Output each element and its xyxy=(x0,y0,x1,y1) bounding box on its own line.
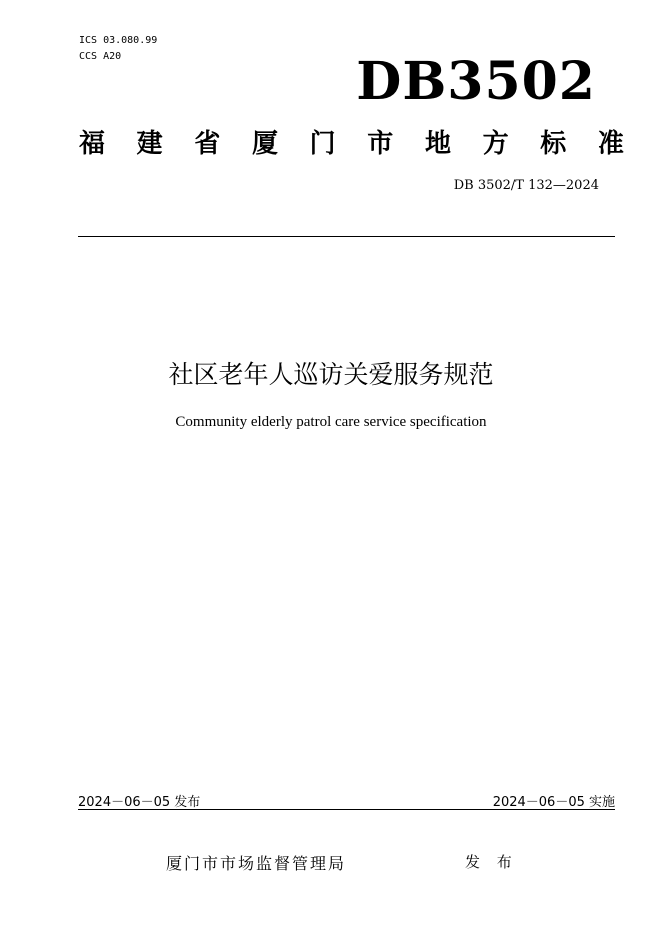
publish-label: 发 布 xyxy=(465,853,518,871)
publisher-name: 厦门市市场监督管理局 xyxy=(166,854,347,873)
document-title-english: Community elderly patrol care service specification xyxy=(175,414,487,430)
standard-type-heading xyxy=(79,126,624,162)
standard-type-char: 准 xyxy=(597,129,624,159)
classification-codes xyxy=(79,33,157,65)
standard-type-char: 厦 xyxy=(251,129,278,159)
header-divider xyxy=(78,236,615,237)
issue-date: 2024－06－05 发布 xyxy=(78,795,201,810)
standard-type-char: 地 xyxy=(424,129,451,159)
db-logo: DB3502 xyxy=(356,51,596,112)
standard-number: DB 3502/T 132—2024 xyxy=(453,178,599,193)
footer-divider xyxy=(78,809,615,810)
standard-type-char: 建 xyxy=(136,129,163,159)
ccs-code: CCS A20 xyxy=(79,51,122,62)
implementation-date: 2024－06－05 实施 xyxy=(492,795,615,810)
standard-type-char: 方 xyxy=(482,129,509,159)
standard-type-char: 福 xyxy=(79,129,106,159)
standard-type-char: 省 xyxy=(194,129,221,159)
standard-type-char: 标 xyxy=(540,129,567,159)
document-title-chinese: 社区老年人巡访关爱服务规范 xyxy=(168,360,494,389)
standard-type-char: 门 xyxy=(309,129,336,159)
ics-code: ICS 03.080.99 xyxy=(79,35,158,46)
standard-type-char: 市 xyxy=(367,129,394,159)
